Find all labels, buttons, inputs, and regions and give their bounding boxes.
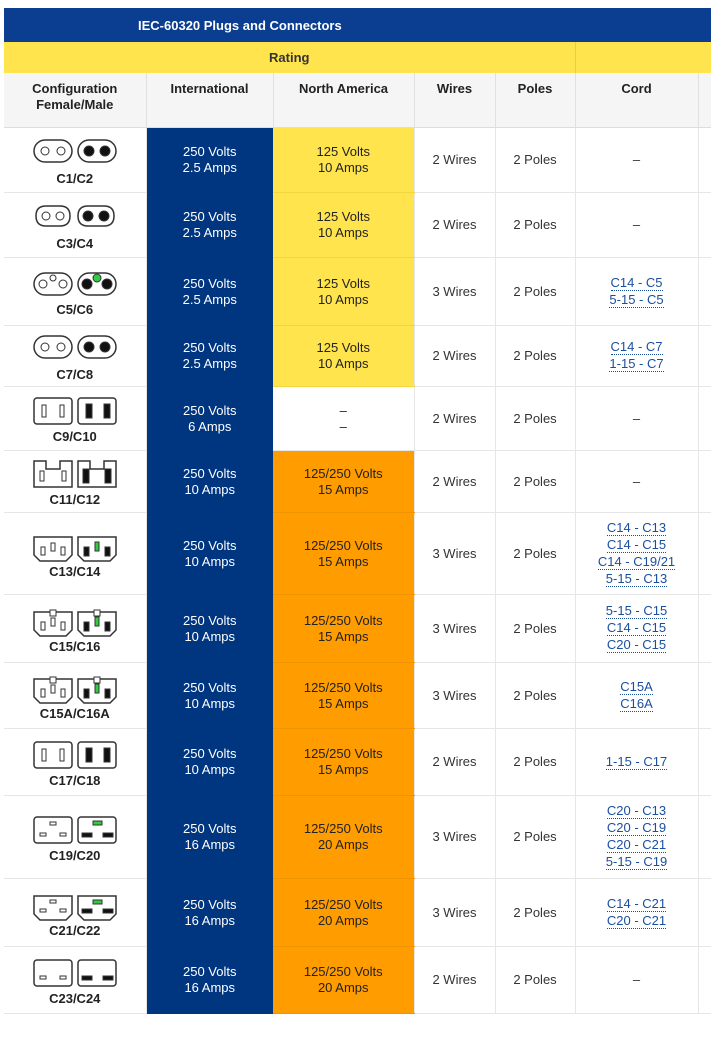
table-row: [4, 947, 711, 1014]
table-row: [4, 729, 711, 796]
cord-link[interactable]: C20 - C13: [606, 803, 667, 818]
extra-cell: [698, 258, 711, 326]
wires-cell: 3 Wires: [414, 796, 495, 879]
c23c24-plug-icon: [4, 958, 146, 990]
table-row: [4, 451, 711, 513]
international-rating: [146, 947, 273, 1014]
international-volts: 250 Volts: [183, 964, 237, 979]
international-volts: 250 Volts: [183, 612, 237, 628]
cord-link[interactable]: C14 - C19/21: [597, 553, 676, 569]
table-row: [4, 258, 711, 326]
iec-table-container: [4, 8, 711, 1014]
north-america-amps: 20 Amps: [317, 912, 369, 928]
international-volts: 250 Volts: [183, 144, 237, 159]
north-america-rating: [273, 387, 414, 451]
config-label: C15A/C16A: [39, 706, 110, 721]
cord-cell: [575, 796, 698, 879]
c15c16-plug-icon: [4, 606, 146, 638]
wires-cell: 3 Wires: [414, 258, 495, 326]
extra-cell: [698, 451, 711, 513]
config-cell: [4, 128, 146, 193]
table-row: [4, 326, 711, 387]
poles-cell: 2 Poles: [495, 258, 575, 326]
config-label: C13/C14: [49, 564, 101, 579]
header-configuration-line2: Female/Male: [36, 97, 114, 112]
poles-cell: 2 Poles: [495, 387, 575, 451]
extra-cell: [698, 595, 711, 663]
north-america-rating: [273, 663, 414, 729]
international-volts: 250 Volts: [183, 821, 237, 836]
north-america-amps: –: [339, 418, 347, 434]
poles-cell: 2 Poles: [495, 193, 575, 258]
cord-link[interactable]: C20 - C21: [606, 837, 667, 852]
cord-empty: –: [632, 410, 641, 426]
international-volts: 250 Volts: [183, 340, 237, 355]
poles-cell: 2 Poles: [495, 947, 575, 1014]
cord-link[interactable]: 1-15 - C17: [605, 753, 668, 769]
header-poles: Poles: [495, 73, 575, 128]
extra-cell: [698, 193, 711, 258]
wires-cell: 3 Wires: [414, 513, 495, 595]
cord-link[interactable]: C14 - C5: [610, 274, 663, 290]
cord-cell: [575, 258, 698, 326]
cord-empty: –: [632, 473, 641, 489]
c21c22-plug-icon: [4, 890, 146, 922]
cord-cell: [575, 947, 698, 1014]
extra-cell: [698, 387, 711, 451]
cord-link[interactable]: C14 - C21: [606, 895, 667, 911]
north-america-volts: –: [339, 402, 347, 418]
c15ac16a-plug-icon: [4, 673, 146, 705]
c1c2-plug-icon: [4, 138, 146, 170]
extra-cell: [698, 663, 711, 729]
table-row: [4, 796, 711, 879]
cord-link[interactable]: 5-15 - C19: [605, 854, 668, 869]
international-amps: 16 Amps: [184, 912, 236, 928]
c13c14-plug-icon: [4, 531, 146, 563]
table-row: [4, 193, 711, 258]
cord-link[interactable]: 5-15 - C5: [609, 291, 664, 307]
cord-link[interactable]: C14 - C15: [606, 620, 667, 635]
rating-label: Rating: [4, 42, 575, 73]
north-america-amps: 10 Amps: [317, 356, 369, 371]
config-cell: [4, 513, 146, 595]
international-volts: 250 Volts: [183, 275, 237, 291]
config-cell: [4, 729, 146, 796]
column-header-row: [4, 73, 711, 128]
north-america-rating: [273, 193, 414, 258]
c11c12-plug-icon: [4, 459, 146, 491]
north-america-volts: 125 Volts: [316, 209, 370, 224]
north-america-rating: [273, 128, 414, 193]
north-america-volts: 125/250 Volts: [303, 964, 383, 979]
cord-link[interactable]: C14 - C15: [606, 536, 667, 552]
north-america-amps: 15 Amps: [317, 762, 369, 777]
iec-connectors-table: [4, 42, 711, 1014]
cord-link[interactable]: C16A: [620, 695, 653, 711]
cord-link[interactable]: C20 - C21: [606, 912, 667, 928]
config-cell: [4, 663, 146, 729]
north-america-volts: 125/250 Volts: [303, 679, 383, 695]
north-america-rating: [273, 595, 414, 663]
wires-cell: 3 Wires: [414, 879, 495, 947]
international-amps: 10 Amps: [184, 628, 236, 644]
north-america-amps: 20 Amps: [317, 837, 369, 852]
config-cell: [4, 451, 146, 513]
rating-filler: [575, 42, 711, 73]
international-amps: 2.5 Amps: [182, 160, 237, 175]
north-america-volts: 125 Volts: [316, 275, 370, 291]
table-row: [4, 513, 711, 595]
wires-cell: 2 Wires: [414, 387, 495, 451]
wires-cell: 3 Wires: [414, 595, 495, 663]
international-amps: 2.5 Amps: [182, 356, 237, 371]
c17c18-plug-icon: [4, 740, 146, 772]
international-rating: [146, 663, 273, 729]
north-america-volts: 125 Volts: [316, 144, 370, 159]
cord-empty: –: [632, 217, 641, 232]
table-row: [4, 387, 711, 451]
poles-cell: 2 Poles: [495, 879, 575, 947]
config-label: C23/C24: [49, 990, 101, 1006]
c19c20-plug-icon: [4, 815, 146, 847]
poles-cell: 2 Poles: [495, 595, 575, 663]
international-amps: 10 Amps: [184, 553, 236, 569]
north-america-volts: 125 Volts: [316, 340, 370, 355]
extra-cell: [698, 128, 711, 193]
cord-link[interactable]: 1-15 - C7: [609, 356, 664, 371]
header-wires: Wires: [414, 73, 495, 128]
poles-cell: 2 Poles: [495, 796, 575, 879]
config-cell: [4, 258, 146, 326]
international-volts: 250 Volts: [183, 746, 237, 761]
rating-header-row: [4, 42, 711, 73]
cord-empty: –: [632, 972, 641, 987]
north-america-amps: 15 Amps: [317, 695, 369, 711]
c7c8-plug-icon: [4, 334, 146, 366]
wires-cell: 2 Wires: [414, 326, 495, 387]
international-amps: 6 Amps: [188, 418, 232, 434]
poles-cell: 2 Poles: [495, 663, 575, 729]
cord-link[interactable]: 5-15 - C15: [605, 603, 668, 618]
table-row: [4, 595, 711, 663]
international-volts: 250 Volts: [183, 209, 237, 224]
c3c4-plug-icon: [4, 203, 146, 235]
cord-cell: [575, 128, 698, 193]
cord-cell: [575, 387, 698, 451]
config-label: C9/C10: [52, 429, 97, 444]
table-row: [4, 128, 711, 193]
c9c10-plug-icon: [4, 396, 146, 428]
international-amps: 10 Amps: [184, 481, 236, 497]
international-rating: [146, 796, 273, 879]
north-america-volts: 125/250 Volts: [303, 612, 383, 628]
north-america-rating: [273, 451, 414, 513]
header-cord: Cord: [575, 73, 698, 128]
config-cell: [4, 387, 146, 451]
cord-cell: [575, 595, 698, 663]
north-america-volts: 125/250 Volts: [303, 537, 383, 553]
wires-cell: 3 Wires: [414, 663, 495, 729]
config-cell: [4, 193, 146, 258]
north-america-amps: 15 Amps: [317, 553, 369, 569]
extra-cell: [698, 947, 711, 1014]
cord-link[interactable]: C15A: [620, 678, 653, 694]
international-volts: 250 Volts: [183, 679, 237, 695]
header-extra: [698, 73, 711, 128]
international-rating: [146, 258, 273, 326]
cord-link[interactable]: C20 - C19: [606, 820, 667, 835]
international-volts: 250 Volts: [183, 537, 237, 553]
international-amps: 16 Amps: [184, 837, 236, 852]
wires-cell: 2 Wires: [414, 193, 495, 258]
cord-cell: [575, 513, 698, 595]
poles-cell: 2 Poles: [495, 128, 575, 193]
international-amps: 2.5 Amps: [182, 225, 237, 240]
table-row: [4, 663, 711, 729]
extra-cell: [698, 729, 711, 796]
extra-cell: [698, 796, 711, 879]
header-international: International: [146, 73, 273, 128]
cord-link[interactable]: 5-15 - C13: [605, 570, 668, 586]
international-amps: 2.5 Amps: [182, 291, 237, 307]
north-america-amps: 15 Amps: [317, 481, 369, 497]
cord-cell: [575, 326, 698, 387]
north-america-rating: [273, 513, 414, 595]
config-label: C1/C2: [56, 170, 94, 186]
north-america-rating: [273, 796, 414, 879]
config-label: C11/C12: [49, 492, 101, 507]
north-america-amps: 20 Amps: [317, 980, 369, 995]
international-rating: [146, 128, 273, 193]
international-rating: [146, 326, 273, 387]
cord-cell: [575, 879, 698, 947]
cord-link[interactable]: C20 - C15: [606, 637, 667, 652]
international-amps: 10 Amps: [184, 762, 236, 777]
config-cell: [4, 879, 146, 947]
header-north-america: North America: [273, 73, 414, 128]
config-label: C19/C20: [49, 847, 101, 863]
cord-cell: [575, 729, 698, 796]
table-title: IEC-60320 Plugs and Connectors: [4, 8, 711, 42]
config-cell: [4, 947, 146, 1014]
table-row: [4, 879, 711, 947]
north-america-amps: 10 Amps: [317, 160, 369, 175]
north-america-volts: 125/250 Volts: [303, 821, 383, 836]
north-america-amps: 10 Amps: [317, 225, 369, 240]
poles-cell: 2 Poles: [495, 326, 575, 387]
international-rating: [146, 387, 273, 451]
international-volts: 250 Volts: [183, 896, 237, 912]
config-cell: [4, 326, 146, 387]
wires-cell: 2 Wires: [414, 947, 495, 1014]
config-label: C3/C4: [56, 235, 94, 251]
international-rating: [146, 595, 273, 663]
extra-cell: [698, 879, 711, 947]
north-america-rating: [273, 258, 414, 326]
international-rating: [146, 513, 273, 595]
cord-cell: [575, 663, 698, 729]
extra-cell: [698, 513, 711, 595]
international-volts: 250 Volts: [183, 402, 237, 418]
international-amps: 16 Amps: [184, 980, 236, 995]
wires-cell: 2 Wires: [414, 729, 495, 796]
north-america-volts: 125/250 Volts: [303, 746, 383, 761]
north-america-rating: [273, 326, 414, 387]
north-america-rating: [273, 879, 414, 947]
poles-cell: 2 Poles: [495, 729, 575, 796]
north-america-amps: 10 Amps: [317, 291, 369, 307]
north-america-volts: 125/250 Volts: [303, 896, 383, 912]
header-configuration-line1: Configuration: [32, 81, 118, 96]
cord-cell: [575, 451, 698, 513]
cord-link[interactable]: C14 - C13: [606, 519, 667, 535]
international-rating: [146, 729, 273, 796]
international-rating: [146, 879, 273, 947]
north-america-volts: 125/250 Volts: [303, 465, 383, 481]
c5c6-plug-icon: [4, 269, 146, 301]
wires-cell: 2 Wires: [414, 451, 495, 513]
poles-cell: 2 Poles: [495, 513, 575, 595]
config-cell: [4, 595, 146, 663]
wires-cell: 2 Wires: [414, 128, 495, 193]
north-america-rating: [273, 947, 414, 1014]
north-america-amps: 15 Amps: [317, 628, 369, 644]
poles-cell: 2 Poles: [495, 451, 575, 513]
international-amps: 10 Amps: [184, 695, 236, 711]
cord-empty: –: [632, 152, 641, 167]
config-label: C17/C18: [49, 772, 101, 788]
international-volts: 250 Volts: [183, 465, 237, 481]
north-america-rating: [273, 729, 414, 796]
config-cell: [4, 796, 146, 879]
extra-cell: [698, 326, 711, 387]
cord-link[interactable]: C14 - C7: [610, 339, 663, 354]
config-label: C7/C8: [56, 366, 94, 382]
international-rating: [146, 451, 273, 513]
config-label: C5/C6: [56, 302, 94, 317]
config-label: C21/C22: [49, 923, 101, 938]
international-rating: [146, 193, 273, 258]
cord-cell: [575, 193, 698, 258]
config-label: C15/C16: [49, 639, 101, 654]
header-configuration: [4, 73, 146, 128]
